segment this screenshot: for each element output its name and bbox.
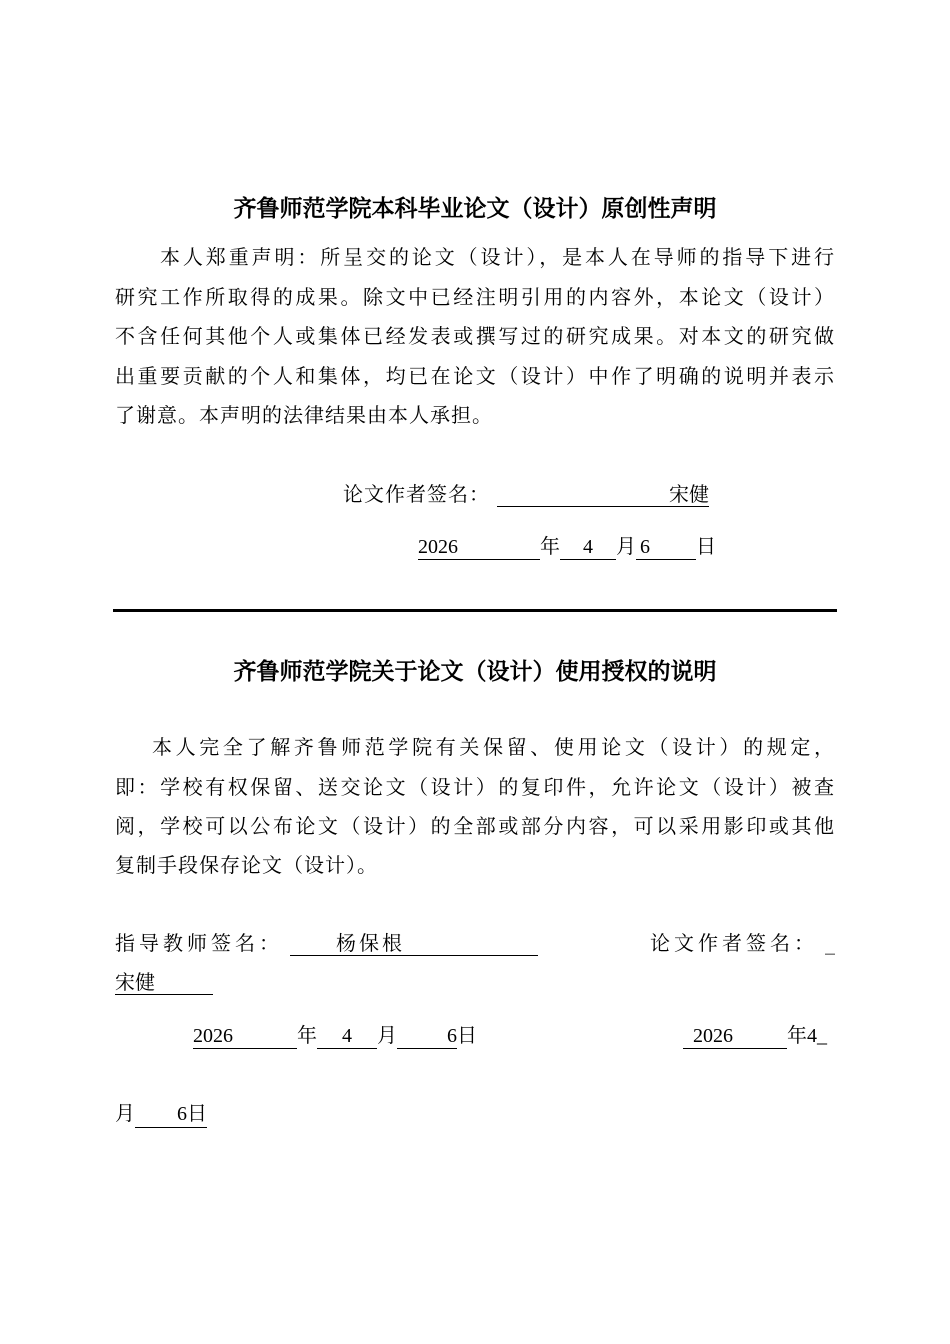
section-divider (113, 609, 837, 612)
author-month: 4 (807, 1025, 817, 1047)
day-unit: 日 (696, 534, 716, 558)
month-unit: 月 (616, 534, 636, 558)
author-signature-field[interactable] (115, 968, 213, 996)
declaration-paragraph-line: 了谢意。本声明的法律结果由本人承担。 (115, 403, 493, 427)
declaration-month-field[interactable] (560, 535, 616, 560)
month-unit: 月 (115, 1101, 135, 1125)
declaration-paragraph-line: 不含任何其他个人或集体已经发表或撰写过的研究成果。对本文的研究做 (115, 324, 835, 348)
declaration-day: 6 (640, 536, 650, 558)
declaration-title: 齐鲁师范学院本科毕业论文（设计）原创性声明 (233, 196, 717, 222)
author-signature-label: 论文作者签名： (650, 931, 818, 955)
declaration-paragraph-line: 本人郑重声明：所呈交的论文（设计），是本人在导师的指导下进行 (160, 245, 835, 269)
authorization-paragraph-line: 阅，学校可以公布论文（设计）的全部或部分内容，可以采用影印或其他 (115, 814, 835, 838)
advisor-day-field[interactable] (397, 1024, 457, 1049)
advisor-signature-field[interactable] (290, 929, 538, 957)
advisor-month: 4 (342, 1025, 352, 1047)
advisor-day: 6 (447, 1025, 457, 1047)
author-signature-name: 宋健 (115, 970, 155, 994)
declaration-paragraph-line: 研究工作所取得的成果。除文中已经注明引用的内容外，本论文（设计） (115, 285, 835, 309)
declaration-signature-field[interactable] (497, 480, 709, 508)
author-signature-trail: _ (825, 931, 835, 955)
day-unit: 日 (457, 1023, 477, 1047)
advisor-year: 2026 (193, 1025, 233, 1047)
declaration-month: 4 (583, 536, 593, 558)
author-year: 2026 (693, 1025, 733, 1047)
year-unit: 年 (787, 1023, 807, 1047)
declaration-year-field[interactable] (418, 535, 540, 560)
author-year-field[interactable] (683, 1024, 787, 1049)
authorization-paragraph-line: 即：学校有权保留、送交论文（设计）的复印件，允许论文（设计）被查 (115, 775, 835, 799)
advisor-year-field[interactable] (193, 1024, 297, 1049)
authorization-title: 齐鲁师范学院关于论文（设计）使用授权的说明 (233, 659, 717, 685)
author-month-trail: _ (817, 1025, 827, 1047)
year-unit: 年 (297, 1023, 317, 1047)
advisor-month-field[interactable] (317, 1024, 377, 1049)
day-unit: 日 (187, 1101, 207, 1125)
declaration-signature-label: 论文作者签名： (343, 482, 490, 506)
author-day: 6 (177, 1103, 187, 1125)
declaration-signature-name: 宋健 (669, 482, 709, 506)
authorization-paragraph-line: 复制手段保存论文（设计）。 (115, 853, 378, 877)
year-unit: 年 (540, 534, 560, 558)
advisor-signature-name: 杨保根 (336, 931, 405, 955)
advisor-signature-label: 指导教师签名： (115, 931, 283, 955)
author-day-field[interactable] (135, 1099, 207, 1128)
declaration-paragraph-line: 出重要贡献的个人和集体，均已在论文（设计）中作了明确的说明并表示 (115, 364, 835, 388)
authorization-paragraph-line: 本人完全了解齐鲁师范学院有关保留、使用论文（设计）的规定， (152, 735, 835, 759)
month-unit: 月 (377, 1023, 397, 1047)
declaration-year: 2026 (418, 536, 458, 558)
declaration-day-field[interactable] (636, 535, 696, 560)
